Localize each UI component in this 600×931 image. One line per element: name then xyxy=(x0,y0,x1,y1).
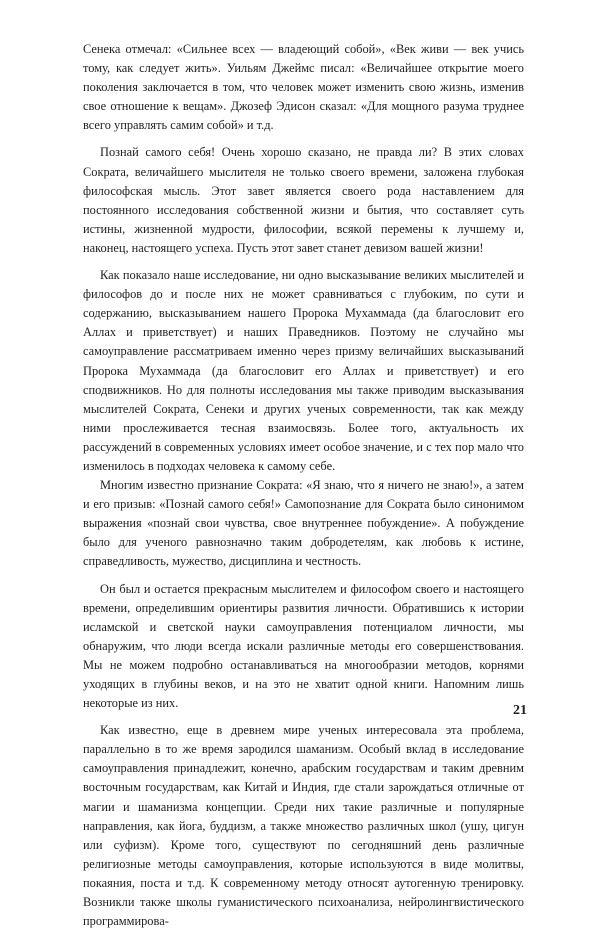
paragraph-history: Как известно, еще в древнем мире ученых интересовала эта проблема, параллельно в то же время зародился шаманизм. Особый вклад в исследование самоуправления принадлежит, конечно, арабским государствам и таким древним восточным государствам, как Китай и Индия, где стали зарождаться отличные от магии и шаманизма концепции. Среди них такие различные и популярные направления, как йога, буддизм, а также множество различных школ (ушу, цигун или суфизм). Кроме того, существуют по сегодняшний день различные религиозные методы самоуправления, которые используются в виде молитвы, покаяния, поста и т.д. К современному методу относят аутогенную тренировку. Возникли также школы гуманистического психоанализа, нейролингвистического программирова- xyxy=(83,723,524,929)
paragraph-philosopher: Он был и остается прекрасным мыслителем и философом своего и настоящего времени, определившим ориентиры развития личности. Обратившись к истории исламской и светской науки самоуправления потенциалом личности, мы обнаружим, что люди всегда искали различные методы его совершенствования. Мы не можем подробно останавливаться на многообразии методов, корнями уходящих в глубины веков, и на это не хватит одной книги. Напомним лишь некоторые из них. xyxy=(83,581,524,711)
paragraph-research: Как показало наше исследование, ни одно высказывание великих мыслителей и философов до и после них не может сравниваться с глубоким, по сути и содержанию, высказыванием нашего Пророка Мухаммада (да благословит его Аллах и приветствует) и наших Праведников. Поэтому не случайно мы самоуправление рассматриваем именно через призму величайших высказываний Пророка Мухаммада (да благословит его Аллах и приветствует) и его сподвижников. Но для полноты исследования мы также приводим высказывания мыслителей Сократа, Сенеки и других ученых современности, так как между ними прослеживается тесная взаимосвязь. Более того, актуальность их рассуждений в современных условиях имеет особое значение, и с тех пор мало что изменилось в подходах человека к самому себе. xyxy=(83,268,524,473)
paragraph-know-thyself: Познай самого себя! Очень хорошо сказано, не правда ли? В этих словах Сократа, величайшего мыслителя не только своего времени, заложена глубокая философская мысль. Этот завет является своего рода наставлением для постоянного исследования собственной жизни и бытия, что составляет суть истины, жизненной мудрости, философии, всякой перемены к лучшему и, наконец, настоящего успеха. Пусть этот завет станет девизом вашей жизни! xyxy=(83,145,524,255)
page-number: 21 xyxy=(513,703,527,718)
body-text xyxy=(83,40,524,931)
paragraph-socrates: Многим известно признание Сократа: «Я знаю, что я ничего не знаю!», а затем и его призыв: «Познай самого себя!» Самопознание для Сократа было синонимом выражения «познай свои чувства, свое внутреннее побуждение». А побуждение было для ученого равнозначно таким добродетелям, как любовь к истине, справедливость, мужество, дисциплина и честность. xyxy=(83,478,524,569)
paragraph-quotes: Сенека отмечал: «Сильнее всех — владеющий собой», «Век живи — век учись тому, как следует жить». Уильям Джеймс писал: «Величайшее открытие моего поколения заключается в том, что человек может изменить свою жизнь, изменив свое отношение к вещам». Джозеф Эдисон сказал: «Для мощного разума труднее всего управлять самим собой» и т.д. xyxy=(83,42,524,133)
